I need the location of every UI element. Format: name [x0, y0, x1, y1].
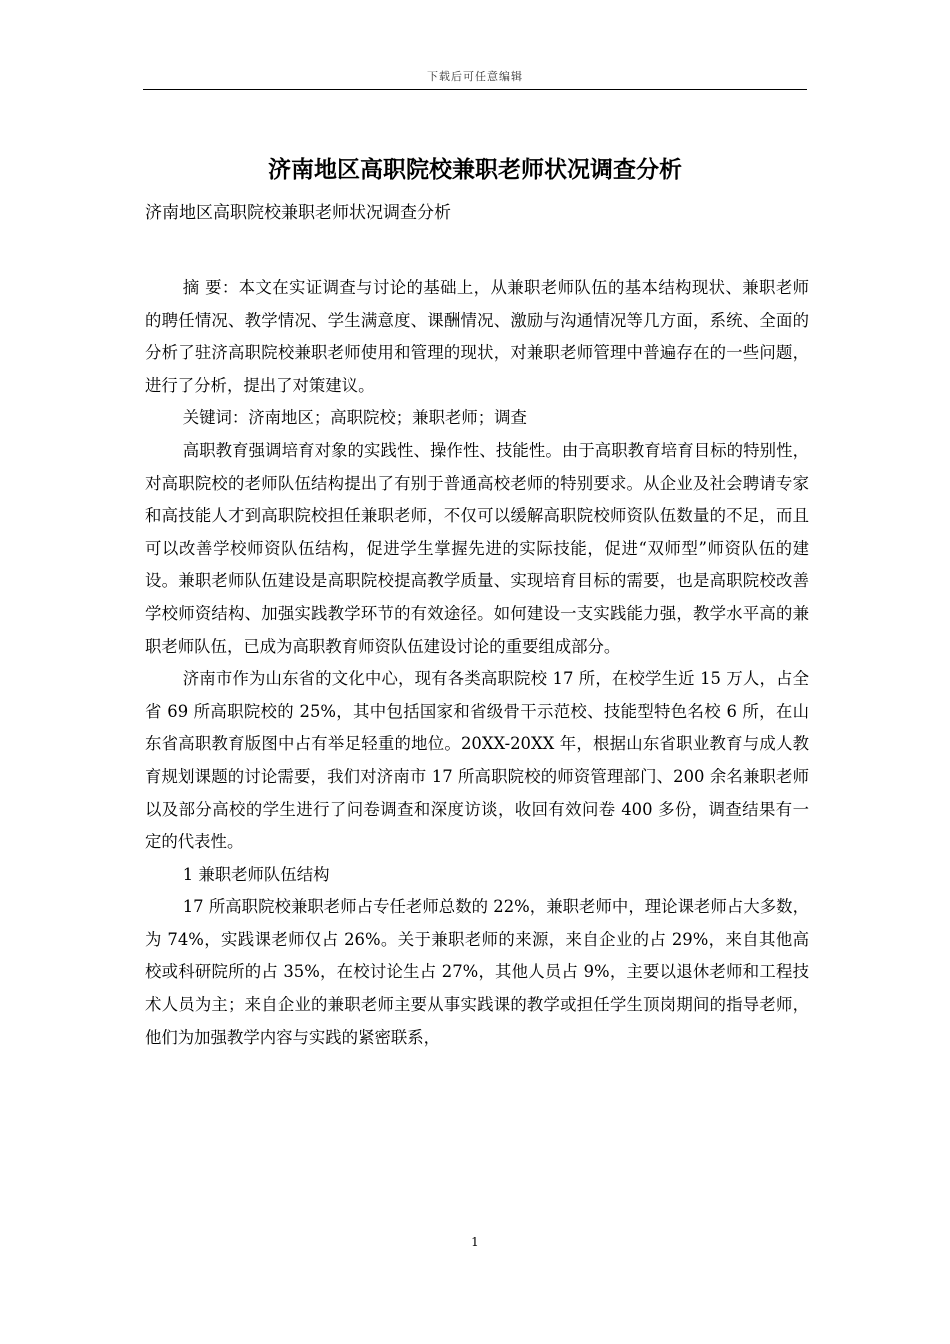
- abstract-paragraph: 摘 要：本文在实证调查与讨论的基础上，从兼职老师队伍的基本结构现状、兼职老师的聘任情况、教学情况、学生满意度、课酬情况、激励与沟通情况等几方面，系统、全面的分析了驻济高职院校兼职老师使用和管理的现状，对兼职老师管理中普遍存在的一些问题，进行了分析，提出了对策建议。: [145, 278, 809, 395]
- header-divider: [143, 89, 807, 90]
- body-paragraph: 17 所高职院校兼职老师占专任老师总数的 22%，兼职老师中，理论课老师占大多数，为 74%，实践课老师仅占 26%。关于兼职老师的来源，来自企业的占 29%，来自其他高校或科研院所的占 35%，在校讨论生占 27%，其他人员占 9%，主要以退休老师和工程技术人员为主；来自企业的兼职老师主要从事实践课的教学或担任学生顶岗期间的指导老师，他们为加强教学内容与实践的紧密联系，: [145, 897, 809, 1047]
- keywords-paragraph: 关键词：济南地区；高职院校；兼职老师；调查: [182, 408, 527, 428]
- document-title: 济南地区高职院校兼职老师状况调查分析: [268, 156, 682, 183]
- document-subtitle: 济南地区高职院校兼职老师状况调查分析: [145, 203, 451, 223]
- header-note: 下载后可任意编辑: [427, 70, 523, 83]
- page-number: 1: [471, 1235, 479, 1249]
- document-body: [145, 272, 809, 1054]
- body-paragraph: 济南市作为山东省的文化中心，现有各类高职院校 17 所，在校学生近 15 万人，占全省 69 所高职院校的 25%，其中包括国家和省级骨干示范校、技能型特色名校 6 所，在山东省高职教育版图中占有举足轻重的地位。20XX-20XX 年，根据山东省职业教育与成人教育规划课题的讨论需要，我们对济南市 17 所高职院校的师资管理部门、200 余名兼职老师以及部分高校的学生进行了问卷调查和深度访谈，收回有效问卷 400 多份，调查结果有一定的代表性。: [145, 669, 809, 852]
- body-paragraph: 高职教育强调培育对象的实践性、操作性、技能性。由于高职教育培育目标的特别性，对高职院校的老师队伍结构提出了有别于普通高校老师的特别要求。从企业及社会聘请专家和高技能人才到高职院校担任兼职老师，不仅可以缓解高职院校师资队伍数量的不足，而且可以改善学校师资队伍结构，促进学生掌握先进的实际技能，促进“双师型”师资队伍的建设。兼职老师队伍建设是高职院校提高教学质量、实现培育目标的需要，也是高职院校改善学校师资结构、加强实践教学环节的有效途径。如何建设一支实践能力强，教学水平高的兼职老师队伍，已成为高职教育师资队伍建设讨论的重要组成部分。: [145, 440, 809, 656]
- section-heading: 1 兼职老师队伍结构: [182, 864, 330, 884]
